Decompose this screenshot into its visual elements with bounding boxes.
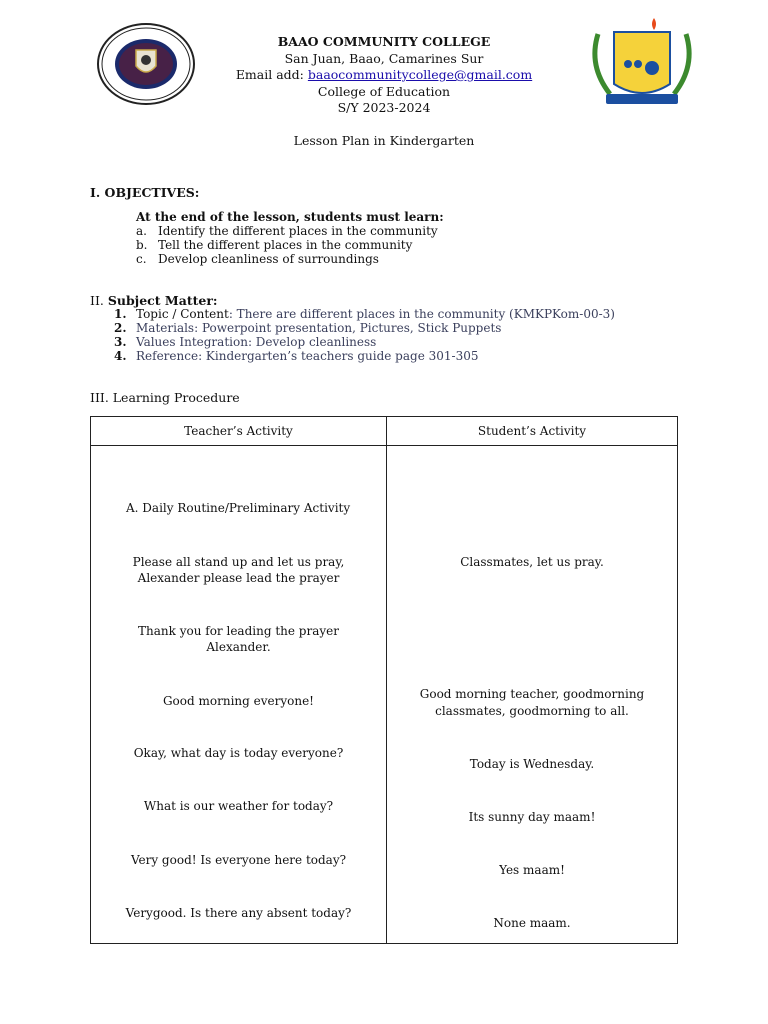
lesson-plan-title: Lesson Plan in Kindergarten: [293, 133, 475, 148]
student-line: Yes maam!: [499, 863, 565, 877]
teacher-line: Alexander.: [206, 640, 271, 654]
student-line: Today is Wednesday.: [469, 757, 595, 771]
teacher-line: What is our weather for today?: [143, 799, 334, 813]
objectives-intro: At the end of the lesson, students must learn:: [136, 210, 444, 224]
email-link[interactable]: baaocommunitycollege@gmail.com: [307, 67, 533, 82]
objective-item: b. Tell the different places in the community: [136, 238, 413, 252]
email-label: Email add:: [235, 67, 308, 82]
student-activity-header: Student’s Activity: [387, 417, 678, 446]
letterhead: [184, 34, 584, 117]
subject-item: 3. Values Integration: Develop cleanliness: [114, 335, 377, 349]
student-line: Good morning teacher, goodmorning: [419, 687, 645, 701]
daily-routine-heading: A. Daily Routine/Preliminary Activity: [126, 501, 351, 515]
department: College of Education: [317, 83, 451, 99]
college-address: San Juan, Baao, Camarines Sur: [284, 50, 484, 66]
table-header-row: [91, 417, 678, 446]
teacher-line: Alexander please lead the prayer: [137, 571, 340, 585]
objectives-list: [136, 210, 444, 266]
learning-procedure-table: [90, 416, 678, 944]
teacher-line: Okay, what day is today everyone?: [133, 746, 344, 760]
subject-item: 1. Topic / Content: There are different places in the community (KMKPKom-00-3): [114, 307, 615, 321]
table-row: [91, 446, 678, 944]
email-line: [184, 67, 584, 84]
student-line: None maam.: [493, 916, 571, 930]
teacher-line: Good morning everyone!: [162, 694, 315, 708]
objective-item: a. Identify the different places in the community: [136, 224, 438, 238]
student-line: classmates, goodmorning to all.: [435, 704, 629, 718]
learning-procedure-heading: III. Learning Procedure: [90, 390, 240, 405]
college-of-education-logo: [584, 14, 700, 110]
teacher-line: Please all stand up and let us pray,: [132, 555, 345, 569]
subject-item: 4. Reference: Kindergarten’s teachers guide page 301-305: [114, 349, 479, 363]
college-name: BAAO COMMUNITY COLLEGE: [277, 34, 491, 49]
teacher-activity-header: Teacher’s Activity: [91, 417, 387, 446]
teacher-line: Very good! Is everyone here today?: [130, 853, 347, 867]
student-line: Its sunny day maam!: [468, 810, 596, 824]
subject-matter-heading: II. Subject Matter:: [90, 293, 218, 308]
objectives-heading: I. OBJECTIVES:: [90, 185, 200, 200]
subject-matter-list: [114, 307, 615, 363]
objective-item: c. Develop cleanliness of surroundings: [136, 252, 379, 266]
college-seal-logo: [96, 22, 196, 106]
student-line: Classmates, let us pray.: [460, 555, 604, 569]
teacher-line: Thank you for leading the prayer: [138, 624, 339, 638]
student-activity-cell: [387, 446, 678, 944]
teacher-activity-cell: [91, 446, 387, 944]
teacher-line: Verygood. Is there any absent today?: [125, 906, 352, 920]
school-year: S/Y 2023-2024: [337, 100, 431, 115]
subject-item: 2. Materials: Powerpoint presentation, Pictures, Stick Puppets: [114, 321, 502, 335]
